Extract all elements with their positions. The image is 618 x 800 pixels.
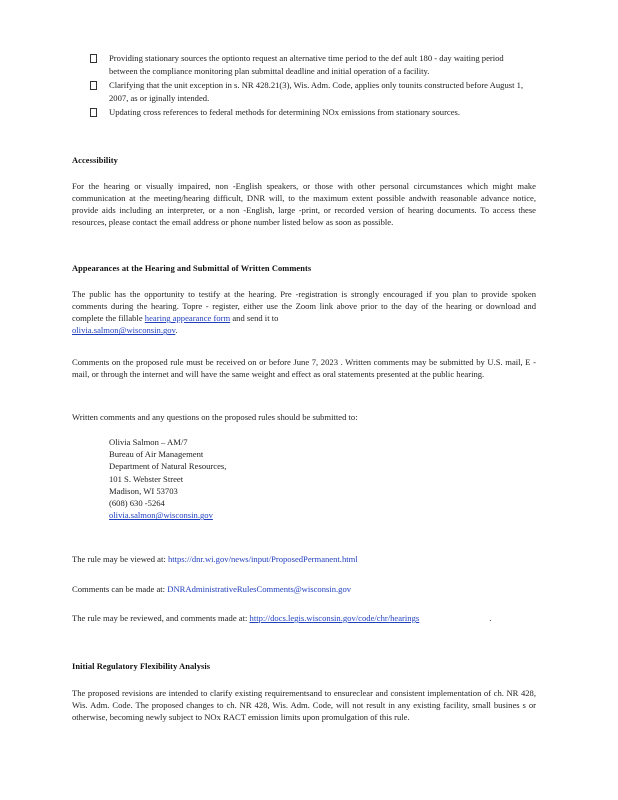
view-rule-line xyxy=(72,554,358,564)
paragraph-text: . xyxy=(175,325,178,336)
comment-line xyxy=(72,584,351,594)
appearances-paragraph xyxy=(72,288,536,336)
checkbox-bullet-icon xyxy=(90,81,97,90)
comment-email-link[interactable]: DNRAdministrativeRulesComments@wisconsin.gov xyxy=(167,584,352,594)
line-label: The rule may be viewed at: xyxy=(72,554,168,564)
comments-deadline-paragraph: Comments on the proposed rule must be received on or before June 7, 2023 . Written comments may be submitted by U.S. mail, E -mail, or through the internet and will have the same weight and effect as oral statements presented at the public hearing. xyxy=(72,357,536,380)
bullet-text: Updating cross references to federal methods for determining NOx emissions from stationary sources. xyxy=(109,107,461,117)
mailing-address xyxy=(109,436,359,521)
appearances-heading: Appearances at the Hearing and Submittal of Written Comments xyxy=(72,264,312,273)
address-bureau: Bureau of Air Management xyxy=(109,449,204,460)
list-item xyxy=(90,106,530,119)
address-name: Olivia Salmon – AM/7 xyxy=(109,437,188,447)
checkbox-bullet-icon xyxy=(90,54,97,63)
paragraph-text: and send it to xyxy=(230,313,279,324)
review-line xyxy=(72,613,491,623)
address-phone: (608) 630 -5264 xyxy=(109,498,165,509)
review-rule-link[interactable]: http://docs.legis.wisconsin.gov/code/chr/hearings xyxy=(249,613,420,623)
submission-paragraph: Written comments and any questions on the proposed rules should be submitted to: xyxy=(72,412,358,422)
flexibility-heading: Initial Regulatory Flexibility Analysis xyxy=(72,662,211,671)
address-email-link[interactable]: olivia.salmon@wisconsin.gov xyxy=(109,510,213,521)
bullet-list xyxy=(90,52,530,121)
bullet-text: Clarifying that the unit exception in s. NR 428.21(3), Wis. Adm. Code, applies only tounits constructed before August 1, 2007, as or iginally intended. xyxy=(109,80,524,103)
bullet-text: Providing stationary sources the optionto request an alternative time period to the def ault 180 - day waiting period between the compliance monitoring plan submittal deadline and initial operation of a facility. xyxy=(109,53,504,76)
flexibility-paragraph: The proposed revisions are intended to clarify existing requirementsand to ensureclear and consistent implementation of ch. NR 428, Wis. Adm. Code. The proposed changes to ch. NR 428, Wis. Adm. Code, will not result in any existing facility, small busines s or otherwise, becoming newly subject to NOx RACT emission limits upon promulgation of this rule. xyxy=(72,688,536,723)
list-item xyxy=(90,52,530,77)
line-label: The rule may be reviewed, and comments made at: xyxy=(72,613,250,623)
paragraph-text: The public has the opportunity to testify at the hearing. Pre -registration is strongly encouraged if you plan to provide spoken comments during the hearing. Topre - register, either use the Zoom link above prior to the day of the hearing or download and complete the fillable xyxy=(72,289,536,324)
line-label: Comments can be made at: xyxy=(72,584,168,594)
address-street: 101 S. Webster Street xyxy=(109,473,184,484)
list-item xyxy=(90,79,530,104)
view-rule-link[interactable]: https://dnr.wi.gov/news/input/ProposedPermanent.html xyxy=(167,554,358,564)
checkbox-bullet-icon xyxy=(90,108,97,117)
email-link[interactable]: olivia.salmon@wisconsin.gov xyxy=(72,325,176,336)
line-end: . xyxy=(489,613,492,623)
accessibility-heading: Accessibility xyxy=(72,156,118,165)
hearing-appearance-form-link[interactable]: hearing appearance form xyxy=(144,313,231,324)
address-department: Department of Natural Resources, xyxy=(109,461,227,472)
accessibility-paragraph: For the hearing or visually impaired, non -English speakers, or those with other personal circumstances which might make communication at the meeting/hearing difficult, DNR will, to the maximum extent possible andwith reasonable advance notice, provide aids including an interpreter, or a non -English, large -print, or recorded version of hearing documents. To access these resources, please contact the email address or phone number listed below as soon as possible. xyxy=(72,181,536,228)
address-city: Madison, WI 53703 xyxy=(109,485,178,496)
